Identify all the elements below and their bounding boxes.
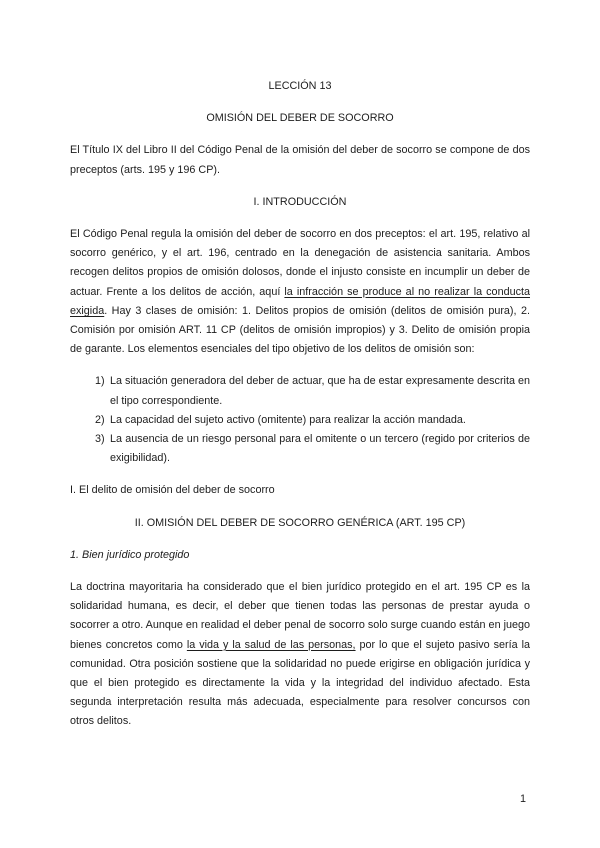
list-item-text: La situación generadora del deber de actuar, que ha de estar expresamente descrita en el tipo correspondiente. [110,375,530,407]
list-item-text: La ausencia de un riesgo personal para el omitente o un tercero (regido por criterios de exigibilidad). [110,433,530,465]
list-item [95,411,530,430]
intro-paragraph: El Título IX del Libro II del Código Penal de la omisión del deber de socorro se compone de dos preceptos (arts. 195 y 196 CP). [70,144,530,176]
page-number: 1 [519,793,526,805]
list-item [95,372,530,410]
omission-elements-list [70,372,530,468]
list-item [95,430,530,468]
document-content [70,77,530,745]
section-2-paragraph: La doctrina mayoritaria ha considerado que el bien jurídico protegido en el art. 195 CP es la solidaridad humana, es decir, el deber que tienen todas las personas de prestar ayuda o socorrer a otro. Aunque en realidad el deber penal de socorro solo surge cuando están en juego bienes concretos como la vida y la salud de las personas, por lo que el sujeto pasivo sería la comunidad. Otra posición sostiene que la solidaridad no puede erigirse en obligación jurídica y que el bien protegido es directamente la vida y la integridad del individuo afectado. Esta segunda interpretación resulta más adecuada, especialmente para resolver concursos con otros delitos. [70,581,530,728]
section-1-subheading: I. El delito de omisión del deber de socorro [70,484,275,497]
section-1-paragraph: El Código Penal regula la omisión del deber de socorro en dos preceptos: el art. 195, relativo al socorro genérico, y el art. 196, centrado en la denegación de asistencia sanitaria. Ambos recogen delitos propios de omisión dolosos, donde el injusto consiste en incumplir un deber de actuar. Frente a los delitos de acción, aquí la infracción se produce al no realizar la conducta exigida. Hay 3 clases de omisión: 1. Delitos propios de omisión (delitos de omisión pura), 2. Comisión por omisión ART. 11 CP (delitos de omisión impropios) y 3. Delito de omisión propia de garante. Los elementos esenciales del tipo objetivo de los delitos de omisión son: [70,228,530,356]
section-1-heading: I. INTRODUCCIÓN [253,195,347,208]
list-item-marker: 3) [95,433,105,446]
list-item-marker: 2) [95,413,105,426]
list-item-text: La capacidad del sujeto activo (omitente) para realizar la acción mandada. [110,413,466,426]
section-2-heading: II. OMISIÓN DEL DEBER DE SOCORRO GENÉRICA (ART. 195 CP) [134,516,466,529]
list-item-marker: 1) [95,375,105,388]
lesson-title: LECCIÓN 13 [268,80,332,92]
document-title: OMISIÓN DEL DEBER DE SOCORRO [206,112,394,125]
section-2-subheading: 1. Bien jurídico protegido [70,548,190,561]
